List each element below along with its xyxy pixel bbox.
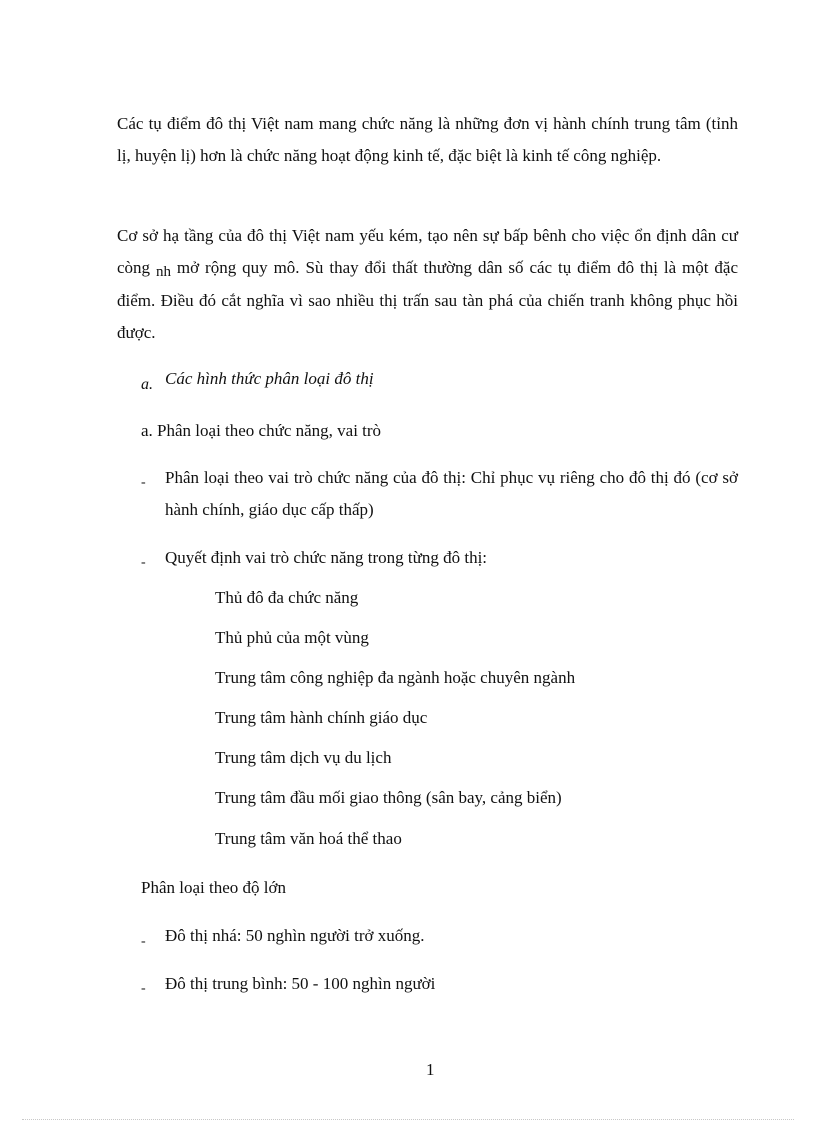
paragraph-infrastructure [117, 220, 738, 349]
role-item: Trung tâm đầu mối giao thông (sân bay, cảng biển) [215, 788, 562, 807]
role-item: Trung tâm dịch vụ du lịch [215, 748, 392, 767]
size-small: Đô thị nhá: 50 nghìn người trở xuống. [165, 926, 425, 945]
bullet-1-text: Phân loại theo vai trò chức năng của đô thị: Chỉ phục vụ riêng cho đô thị đó (cơ sở hành chính, giáo dục cấp thấp) [165, 468, 738, 519]
bullet-dash-2: - [141, 555, 146, 570]
bullet-dash-4: - [141, 981, 146, 996]
role-item: Thủ phủ của một vùng [215, 628, 369, 647]
paragraph-2-sub: nh [155, 264, 171, 280]
bullet-dash-3: - [141, 934, 146, 949]
bullet-dash-1: - [141, 475, 146, 490]
subheading-size: Phân loại theo độ lớn [141, 878, 286, 897]
subheading-function: a. Phân loại theo chức năng, vai trò [141, 421, 382, 440]
page-bottom-rule [22, 1119, 794, 1120]
role-item: Trung tâm văn hoá thể thao [215, 829, 402, 848]
role-item: Trung tâm hành chính giáo dục [215, 708, 428, 727]
bullet-1 [165, 462, 738, 526]
role-item: Trung tâm công nghiệp đa ngành hoặc chuyên ngành [215, 668, 576, 687]
paragraph-2-start: Cơ sở hạ tầng của đô thị Việt nam yếu kém, tạo nên sự bấp bênh cho việc ổn định dân cư còng [117, 226, 738, 277]
paragraph-urban-centers [117, 108, 738, 172]
page-number: 1 [426, 1060, 435, 1079]
size-medium: Đô thị trung bình: 50 - 100 nghìn người [165, 974, 436, 993]
section-heading: Các hình thức phân loại đô thị [165, 369, 374, 388]
bullet-2: Quyết định vai trò chức năng trong từng đô thị: [165, 548, 488, 567]
role-item: Thủ đô đa chức năng [215, 588, 359, 607]
paragraph-2-end: mở rộng quy mô. Sù thay đổi thất thường dân số các tụ điểm đô thị là một đặc điểm. Điều đó cắt nghĩa vì sao nhiều thị trấn sau tàn phá của chiến tranh không phục hồi được. [117, 258, 739, 342]
paragraph-1-text: Các tụ điểm đô thị Việt nam mang chức năng là những đơn vị hành chính trung tâm (tỉnh lị, huyện lị) hơn là chức năng hoạt động kinh tế, đặc biệt là kinh tế công nghiệp. [117, 114, 738, 165]
section-marker: a. [141, 376, 153, 393]
